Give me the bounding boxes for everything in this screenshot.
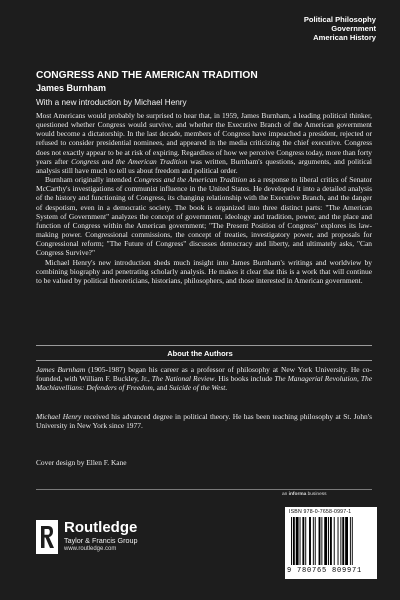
book-title: CONGRESS AND THE AMERICAN TRADITION: [36, 70, 258, 81]
divider: [36, 360, 372, 361]
author-bio: James Burnham (1905-1987) began his career as a professor of philosophy at New York University. He co-founded, with William F. Buckley, Jr., The National Review. His books include The Managerial Revolution, The Machiavellians: Defenders of Freedom, and Suicide of the West.: [36, 365, 372, 393]
barcode-digits: 9 780765 809971: [287, 567, 363, 575]
description-body: [36, 111, 372, 285]
description-paragraph: Burnham originally intended Congress and the American Tradition as a response to liberal critics of Senator McCarthy's investigations of communist influence in the United States. He developed it into a detailed analysis of the history and functioning of Congress, its changing relationship with the Executive Branch, and the danger of despotism, even in a democratic society. The book is organized into three distinct parts: "The American System of Government" analyzes the concept of government, ideology and tradition, power, and the place and function of Congress within the American government; "The Present Position of Congress" explores its law-making power. Congressional commissions, the concept of treaties, investigatory power, and proposals for Congressional reform; "The Future of Congress" discusses democracy and liberty, and ultimately asks, "Can Congress Survive?": [36, 175, 373, 258]
divider: [36, 489, 372, 490]
isbn-label: ISBN 978-0-7658-0997-1: [289, 509, 352, 515]
book-author: James Burnham: [36, 83, 107, 93]
publisher-group: Taylor & Francis Group: [64, 536, 138, 545]
publisher-url: www.routledge.com: [64, 546, 117, 552]
bio-name: Michael Henry: [36, 412, 82, 421]
introduction-note: With a new introduction by Michael Henry: [36, 98, 187, 107]
publisher-logo: [36, 520, 138, 554]
editor-bio: Michael Henry received his advanced degree in political theory. He has been teaching philosophy at St. John's University in New York since 1977.: [36, 412, 372, 431]
bio-name: James Burnham: [36, 365, 86, 374]
subject-categories: [304, 15, 376, 42]
subject-line: Political Philosophy: [303, 15, 376, 24]
informa-tagline: an informa business: [282, 492, 327, 497]
barcode-bars: [291, 517, 371, 567]
divider: [36, 345, 372, 346]
description-paragraph: Michael Henry's new introduction sheds much insight into James Burnham's writings and worldview by combining biography and penetrating scholarly analysis. He makes it clear that this is a work that will continue to be valued by political theoreticians, historians, philosophers, and those interested in American government.: [36, 257, 372, 285]
routledge-r-icon: [36, 520, 58, 554]
book-title-italic: Congress and the American Tradition: [133, 175, 248, 185]
subject-line: American History: [313, 33, 376, 42]
cover-credit: Cover design by Ellen F. Kane: [36, 458, 127, 467]
subject-line: Government: [331, 24, 376, 33]
publisher-name: Routledge: [64, 519, 138, 536]
description-paragraph: Most Americans would probably be surprised to hear that, in 1959, James Burnham, a leading political thinker, questioned whether Congress would survive, and whether the Executive Branch of the American government would become a dictatorship. In the last decade, members of Congress have impeached a president, rejected or refused to consider presidential nominees, and appeared in the media criticizing the chief executive. Congress does not exactly appear to be at risk of expiring. Regardless of how we perceive Congress today, more than forty years after Congress and the American Tradition was written, Burnham's questions, arguments, and political analysis still have much to tell us about freedom and political order.: [36, 111, 372, 175]
barcode: [285, 507, 377, 579]
book-title-italic: Congress and the American Tradition: [71, 156, 188, 166]
about-heading: About the Authors: [167, 349, 233, 358]
